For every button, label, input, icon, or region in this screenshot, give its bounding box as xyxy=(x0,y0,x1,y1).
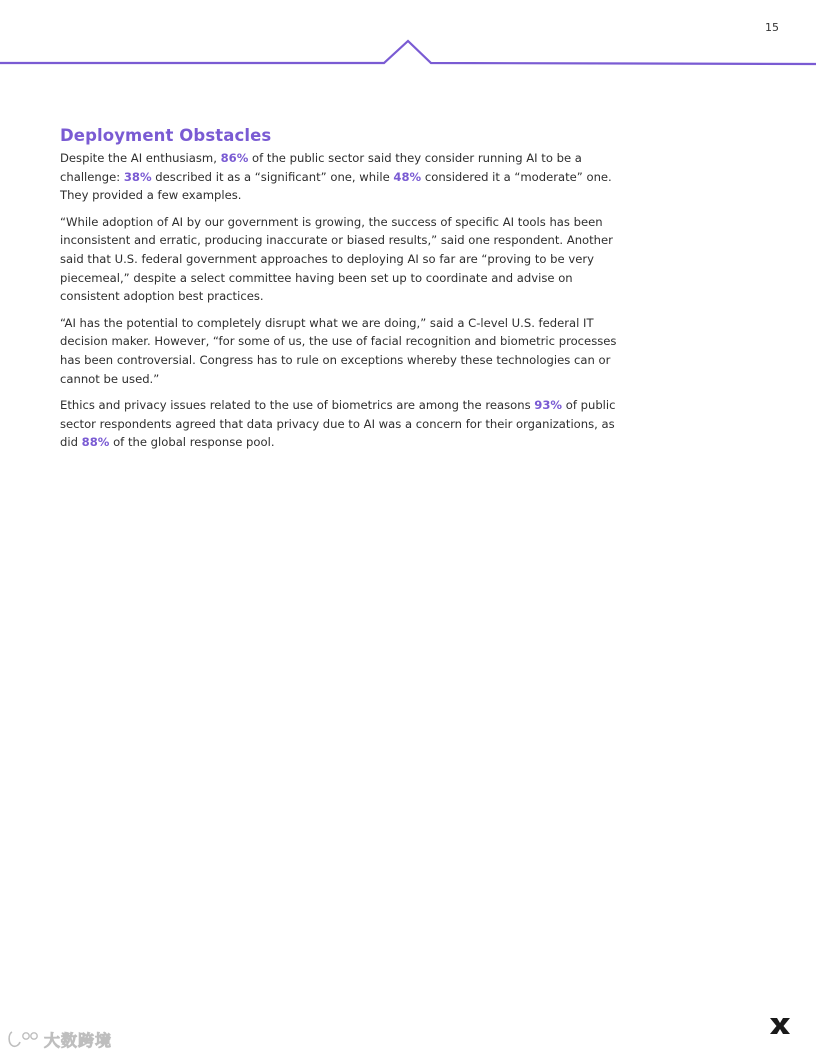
paragraph-1 xyxy=(60,149,628,205)
page-number: 15 xyxy=(765,21,779,34)
watermark-logo-icon xyxy=(6,1028,40,1050)
stat-highlight: 93% xyxy=(534,397,563,412)
text-run: Despite the AI enthusiasm, xyxy=(60,151,221,165)
paragraph-2: “While adoption of AI by our government is growing, the success of specific AI tools has been inconsistent and erratic, producing inaccurate or biased results,” said one respondent. Another said that U.S. federal government approaches to deploying AI so far are “proving to be very piecemeal,” despite a select committee having been set up to coordinate and advise on consistent adoption best practices. xyxy=(60,214,613,304)
stat-highlight: 86% xyxy=(220,151,249,165)
watermark-text: 大数跨境 xyxy=(44,1030,113,1050)
stat-highlight: 48% xyxy=(393,169,422,184)
text-run: described it as a “significant” one, while xyxy=(151,169,394,184)
paragraph-4 xyxy=(60,396,628,452)
section-title: Deployment Obstacles xyxy=(60,126,272,145)
header-divider-with-notch xyxy=(0,0,816,80)
stat-highlight: 38% xyxy=(123,169,152,184)
stat-highlight: 88% xyxy=(81,435,110,450)
text-run: considered it a “moderate” one. They provided a few examples. xyxy=(60,169,612,203)
text-run: of the public sector said they consider running AI to be a challenge: xyxy=(60,151,582,184)
x-logo-icon xyxy=(769,1017,791,1035)
text-run: Ethics and privacy issues related to the use of biometrics are among the reasons xyxy=(60,397,535,412)
paragraph-3: “AI has the potential to completely disrupt what we are doing,” said a C-level U.S. federal IT decision maker. However, “for some of us, the use of facial recognition and biometric processes has been controversial. Congress has to rule on exceptions whereby these technologies can or cannot be used.” xyxy=(60,315,617,386)
text-run: of public sector respondents agreed that data privacy due to AI was a concern for their organizations, as did xyxy=(60,397,616,450)
watermark xyxy=(6,1028,112,1050)
main-content xyxy=(60,126,628,460)
text-run: of the global response pool. xyxy=(109,435,275,450)
